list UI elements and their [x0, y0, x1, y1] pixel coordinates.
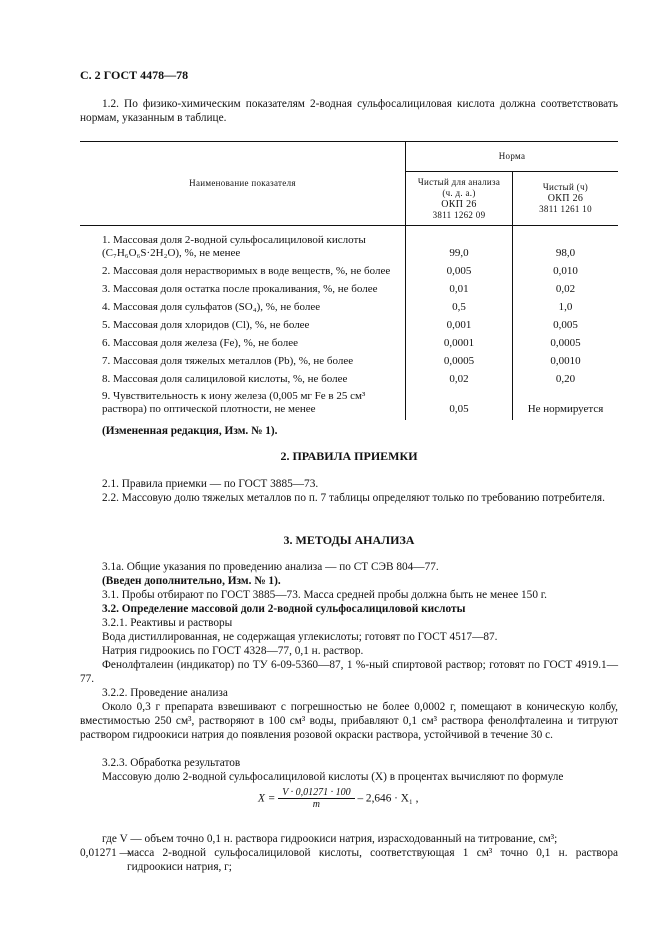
norm-analysis-value: 0,5	[406, 296, 513, 314]
table-row	[80, 386, 618, 420]
indicator-name: 6. Массовая доля железа (Fe), %, не более	[102, 337, 298, 349]
col-a-line: (ч. д. а.)	[442, 187, 476, 198]
norm-pure-value: 0,010	[513, 260, 619, 278]
intro-paragraph: 1.2. По физико-химическим показателям 2-водная сульфосалициловая кислота должна соответствовать нормам, указанным в таблице.	[80, 98, 618, 124]
para-naoh: Натрия гидроокись по ГОСТ 4328—77, 0,1 н. раствор.	[102, 645, 364, 657]
formula-rhs: – 2,646 · X₁ ,	[357, 792, 419, 805]
norm-pure-value: 0,0010	[513, 350, 619, 368]
para-3-2: 3.2. Определение массовой доли 2-водной сульфосалициловой кислоты	[102, 603, 466, 615]
col-header-name: Наименование показателя	[189, 178, 296, 188]
amendment-text: (Измененная редакция, Изм. № 1).	[102, 425, 278, 437]
table-row	[80, 226, 618, 261]
col-a-line: ОКП 26	[441, 198, 477, 210]
para-3-2-2: 3.2.2. Проведение анализа	[102, 687, 228, 699]
norm-analysis-value: 0,005	[406, 260, 513, 278]
formula-numerator: V · 0,01271 · 100	[278, 787, 354, 799]
para-water: Вода дистиллированная, не содержащая углекислоты; готовят по ГОСТ 4517—87.	[102, 631, 498, 643]
para-procedure: Около 0,3 г препарата взвешивают с погрешностью не более 0,0002 г, помещают в коническую колбу, вместимостью 250 см³, растворяют в 100 см³ воды, прибавляют 0,1 см³ раствора фенолфталеина и титруют раствором гидроокиси натрия до появления розовой окраски раствора, устойчивой в течение 30 с.	[80, 701, 618, 741]
norm-analysis-value: 0,0001	[406, 332, 513, 350]
where-constant	[80, 846, 618, 874]
norm-pure-value: 0,005	[513, 314, 619, 332]
col-a-line: 3811 1262 09	[432, 209, 486, 220]
table-row	[80, 314, 618, 332]
norm-pure-value: 0,20	[513, 368, 619, 386]
formula-fraction	[278, 787, 354, 810]
norm-pure-value: 98,0	[513, 226, 619, 261]
col-header-norm: Норма	[406, 142, 619, 172]
amendment-note	[80, 424, 618, 438]
norm-analysis-value: 0,001	[406, 314, 513, 332]
para-2-1: 2.1. Правила приемки — по ГОСТ 3885—73.	[102, 478, 319, 490]
indicator-name: 8. Массовая доля салициловой кислоты, %, не более	[102, 373, 348, 385]
table-row	[80, 350, 618, 368]
indicator-name: 7. Массовая доля тяжелых металлов (Pb), %, не более	[102, 355, 354, 367]
para-2-2: 2.2. Массовую долю тяжелых металлов по п. 7 таблицы определяют только по требованию потребителя.	[102, 492, 605, 504]
col-header-pure-analysis	[406, 172, 513, 226]
section-3-title: 3. МЕТОДЫ АНАЛИЗА	[283, 533, 415, 547]
indicator-name: 1. Массовая доля 2-водной сульфосалициловой кислоты (C₇H₆O₆S·2H₂O), %, не менее	[102, 234, 366, 259]
norm-analysis-value: 0,02	[406, 368, 513, 386]
table-row	[80, 332, 618, 350]
table-row	[80, 296, 618, 314]
section-2-title: 2. ПРАВИЛА ПРИЕМКИ	[280, 449, 418, 463]
indicator-name: 5. Массовая доля хлоридов (Cl), %, не более	[102, 319, 310, 331]
table-row	[80, 368, 618, 386]
col-b-line: 3811 1261 10	[539, 204, 592, 214]
norm-pure-value: Не нормируется	[513, 386, 619, 420]
para-3-2-3: 3.2.3. Обработка результатов	[102, 757, 241, 769]
norm-analysis-value: 99,0	[406, 226, 513, 261]
para-phenolphthalein: Фенолфталеин (индикатор) по ТУ 6-09-5360—87, 1 %-ный спиртовой раствор; готовят по ГОСТ 4919.1—77.	[80, 659, 618, 685]
norm-pure-value: 1,0	[513, 296, 619, 314]
indicator-name: 9. Чувствительность к иону железа (0,005 мг Fe в 25 см³ раствора) по оптической плотности, не менее	[102, 390, 366, 415]
amendment-note-2: (Введен дополнительно, Изм. № 1).	[102, 575, 281, 587]
norm-analysis-value: 0,05	[406, 386, 513, 420]
col-b-line: Чистый (ч)	[542, 182, 589, 192]
norm-pure-value: 0,0005	[513, 332, 619, 350]
indicator-name: 3. Массовая доля остатка после прокаливания, %, не более	[102, 283, 378, 295]
norm-analysis-value: 0,0005	[406, 350, 513, 368]
col-a-line: Чистый для анализа	[417, 176, 501, 187]
col-b-line: ОКП 26	[547, 193, 584, 204]
norms-table	[80, 141, 618, 420]
para-3-1a: 3.1а. Общие указания по проведению анализа — по СТ СЭВ 804—77.	[102, 561, 439, 573]
para-formula-intro: Массовую долю 2-водной сульфосалициловой кислоты (X) в процентах вычисляют по формуле	[102, 771, 564, 783]
indicator-name: 4. Массовая доля сульфатов (SO₄), %, не более	[102, 301, 321, 313]
formula-denominator: m	[312, 799, 321, 810]
para-3-2-1: 3.2.1. Реактивы и растворы	[102, 617, 233, 629]
formula-lhs: X =	[258, 792, 276, 805]
norm-analysis-value: 0,01	[406, 278, 513, 296]
table-row	[80, 278, 618, 296]
norm-pure-value: 0,02	[513, 278, 619, 296]
formula	[258, 787, 419, 810]
col-header-pure	[513, 172, 619, 226]
where-key: 0,01271 —	[80, 847, 131, 859]
where-v: где V — объем точно 0,1 н. раствора гидроокиси натрия, израсходованный на титрование, см³;	[102, 833, 558, 845]
where-text: масса 2-водной сульфосалициловой кислоты, соответствующая 1 см³ точно 0,1 н. раствора гидроокиси натрия, г;	[127, 847, 618, 873]
page-header: С. 2 ГОСТ 4478—78	[80, 68, 189, 82]
table-row	[80, 260, 618, 278]
indicator-name: 2. Массовая доля нерастворимых в воде веществ, %, не более	[102, 265, 391, 277]
para-3-1: 3.1. Пробы отбирают по ГОСТ 3885—73. Масса средней пробы должна быть не менее 150 г.	[102, 589, 547, 601]
